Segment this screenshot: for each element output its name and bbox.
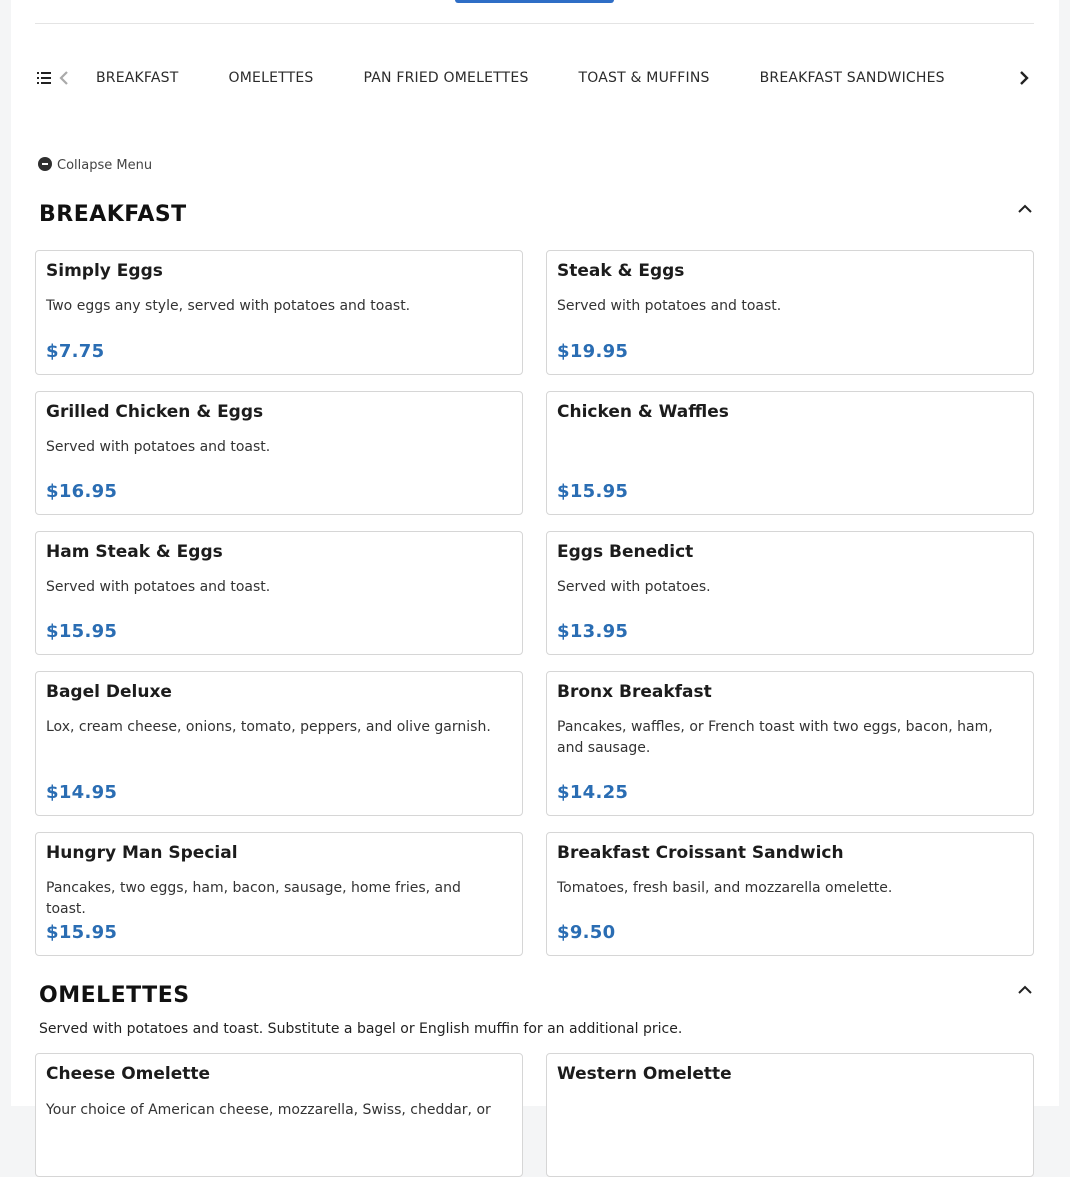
item-name: Ham Steak & Eggs (46, 542, 223, 562)
menu-item-card[interactable] (546, 832, 1034, 956)
category-nav (35, 56, 1034, 100)
item-description: Your choice of American cheese, mozzarella, Swiss, cheddar, or (46, 1102, 491, 1118)
item-price: $14.25 (557, 782, 629, 803)
menu-item-card[interactable] (546, 391, 1034, 515)
item-name: Eggs Benedict (557, 542, 694, 562)
collapse-menu-label: Collapse Menu (57, 158, 153, 173)
top-action-button[interactable] (455, 0, 614, 3)
item-name: Bronx Breakfast (557, 682, 712, 702)
item-price: $16.95 (46, 481, 118, 502)
category-tabs (96, 56, 996, 100)
item-price: $13.95 (557, 621, 629, 642)
item-description: Two eggs any style, served with potatoes and toast. (46, 298, 411, 314)
item-price: $15.95 (46, 922, 118, 943)
menu-item-card[interactable] (546, 1053, 1034, 1177)
collapse-menu-button[interactable] (38, 157, 152, 175)
item-price: $7.75 (46, 341, 105, 362)
item-name: Cheese Omelette (46, 1064, 211, 1084)
item-description: Pancakes, two eggs, ham, bacon, sausage, home fries, and toast. (46, 880, 461, 917)
menu-item-card[interactable] (35, 671, 523, 816)
category-tab-breakfast[interactable]: BREAKFAST (96, 70, 179, 86)
chevron-right-icon[interactable] (1014, 67, 1034, 89)
section-title-omelettes: OMELETTES (39, 983, 190, 1008)
item-description: Tomatoes, fresh basil, and mozzarella omelette. (557, 880, 893, 896)
item-name: Western Omelette (557, 1064, 732, 1084)
category-tab-omelettes[interactable]: OMELETTES (228, 70, 314, 86)
item-name: Steak & Eggs (557, 261, 685, 281)
item-name: Breakfast Croissant Sandwich (557, 843, 844, 863)
menu-item-card[interactable] (35, 250, 523, 375)
item-price: $15.95 (557, 481, 629, 502)
top-bar (35, 0, 1034, 24)
menu-item-card[interactable] (546, 250, 1034, 375)
item-description: Pancakes, waffles, or French toast with two eggs, bacon, ham, and sausage. (557, 719, 993, 756)
item-description: Served with potatoes and toast. (557, 298, 782, 314)
menu-item-card[interactable] (35, 391, 523, 515)
item-name: Hungry Man Special (46, 843, 238, 863)
item-name: Chicken & Waffles (557, 402, 729, 422)
chevron-left-icon[interactable] (57, 68, 71, 88)
menu-page (11, 0, 1059, 1118)
menu-item-card[interactable] (35, 832, 523, 956)
menu-item-card[interactable] (35, 1053, 523, 1177)
item-price: $19.95 (557, 341, 629, 362)
list-icon[interactable] (37, 72, 51, 84)
item-name: Grilled Chicken & Eggs (46, 402, 264, 422)
item-name: Bagel Deluxe (46, 682, 172, 702)
item-price: $9.50 (557, 922, 616, 943)
item-description: Served with potatoes and toast. (46, 439, 271, 455)
item-price: $15.95 (46, 621, 118, 642)
item-price: $14.95 (46, 782, 118, 803)
menu-item-card[interactable] (546, 671, 1034, 816)
category-tab-breakfast-sandwiches[interactable]: BREAKFAST SANDWICHES (759, 70, 945, 86)
chevron-up-icon[interactable] (1017, 985, 1033, 995)
category-tab-toast-muffins[interactable]: TOAST & MUFFINS (578, 70, 710, 86)
category-tab-pan-fried-omelettes[interactable]: PAN FRIED OMELETTES (363, 70, 529, 86)
minus-circle-icon (38, 157, 52, 171)
item-description: Lox, cream cheese, onions, tomato, peppers, and olive garnish. (46, 719, 491, 735)
section-title-breakfast: BREAKFAST (39, 202, 187, 227)
menu-item-card[interactable] (546, 531, 1034, 655)
chevron-up-icon[interactable] (1017, 204, 1033, 214)
item-description: Served with potatoes. (557, 579, 711, 595)
menu-item-card[interactable] (35, 531, 523, 655)
item-description: Served with potatoes and toast. (46, 579, 271, 595)
section-description: Served with potatoes and toast. Substitute a bagel or English muffin for an additional price. (39, 1021, 683, 1037)
item-name: Simply Eggs (46, 261, 163, 281)
